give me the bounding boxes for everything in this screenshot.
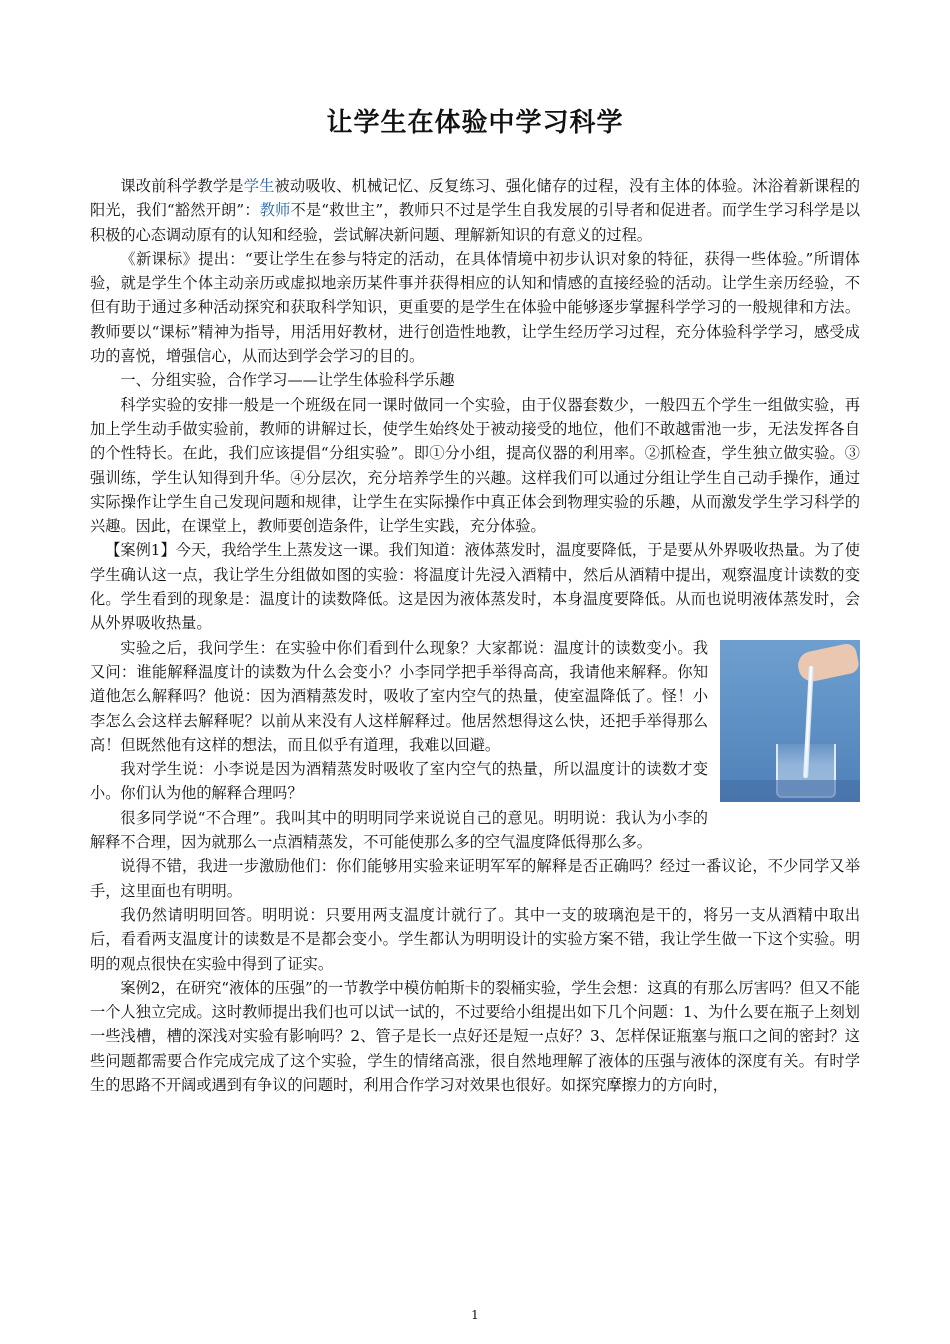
link-teacher[interactable]: 教师 <box>259 201 291 220</box>
paragraph-intro: 课改前科学教学是学生被动吸收、机械记忆、反复练习、强化储存的过程，没有主体的体验。沐浴着新课程的阳光，我们“豁然开朗”：教师不是“救世主”，教师只不过是学生自我发展的引导者和促进者。而学生学习科学是以积极的心态调动原有的认知和经验，尝试解决新问题、理解新知识的有意义的过程。 <box>90 177 861 244</box>
paragraph-after-experiment: 实验之后，我问学生：在实验中你们看到什么现象？大家都说：温度计的读数变小。我又问：谁能解释温度计的读数为什么会变小？小李同学把手举得高高，我请他来解释。你知道他怎么解释吗？他说：因为酒精蒸发时，吸收了室内空气的热量，使室温降低了。怪！小李怎么会这样去解释呢？以前从来没有人这样解释过。他居然想得这么快，还把手举得那么高！但既然他有这样的想法，而且似乎有道理，我难以回避。 <box>90 638 708 754</box>
article-body <box>90 174 860 1097</box>
page-title: 让学生在体验中学习科学 <box>326 108 624 138</box>
link-student[interactable]: 学生 <box>243 177 275 195</box>
paragraph-case-2: 案例2，在研究“液体的压强”的一节教学中模仿帕斯卡的裂桶实验，学生会想：这真的有那么厉害吗？但又不能一个人独立完成。这时教师提出我们也可以试一试的，不过要给小组提出如下几个问题：1、为什么要在瓶子上刻划一些浅槽，槽的深浅对实验有影响吗？2、管子是长一点好还是短一点好？3、怎样保证瓶塞与瓶口之间的密封？这些问题都需要合作完成完成了这个实验，学生的情绪高涨，很自然地理解了液体的压强与液体的深度有关。有时学生的思路不开阔或遇到有争议的问题时，利用合作学习对效果也很好。如探究摩擦力的方向时， <box>90 978 860 1094</box>
paragraph-encourage: 说得不错，我进一步激励他们：你们能够用实验来证明军军的解释是否正确吗？经过一番议论，不少同学又举手，这里面也有明明。 <box>90 857 860 900</box>
cloth-shape <box>720 780 860 802</box>
page-number: 1 <box>471 1308 479 1322</box>
paragraph-mingming-opinion: 很多同学说“不合理”。我叫其中的明明同学来说说自己的意见。明明说：我认为小李的解释不合理，因为就那么一点酒精蒸发，不可能使那么多的空气温度降低得那么多。 <box>90 808 708 852</box>
paragraph-teacher-question: 我对学生说：小李说是因为酒精蒸发时吸收了室内空气的热量，所以温度计的读数才变小。你们认为他的解释合理吗？ <box>90 760 708 803</box>
paragraph-curriculum: 《新课标》提出：“要让学生在参与特定的活动，在具体情境中初步认识对象的特征，获得一些体验。”所谓体验，就是学生个体主动亲历或虚拟地亲历某件事并获得相应的认知和情感的直接经验的活动。让学生亲历经验，不但有助于通过多种活动探究和获取科学知识，更重要的是学生在体验中能够逐步掌握科学学习的一般规律和方法。教师要以“课标”精神为指导，用活用好教材，进行创造性地教，让学生经历学习过程，充分体验科学学习，感受成功的喜悦，增强信心，从而达到学会学习的目的。 <box>90 249 860 366</box>
thermometer-experiment-photo <box>720 640 860 802</box>
hand-shape <box>796 642 860 684</box>
paragraph-mingming-answer: 我仍然请明明回答。明明说：只要用两支温度计就行了。其中一支的玻璃泡是干的，将另一支从酒精中取出后，看看两支温度计的读数是不是都会变小。学生都认为明明设计的实验方案不错，我让学生做一下这个实验。明明的观点很快在实验中得到了证实。 <box>90 905 860 973</box>
section-heading-1: 一、分组实验，合作学习——让学生体验科学乐趣 <box>120 371 455 390</box>
paragraph-group-experiment: 科学实验的安排一般是一个班级在同一课时做同一个实验，由于仪器套数少，一般四五个学生一组做实验，再加上学生动手做实验前，教师的讲解过长，使学生始终处于被动接受的地位，他们不敢越雷池一步，无法发挥各自的个性特长。在此，我们应该提倡“分组实验”。即①分小组，提高仪器的利用率。②抓检查，学生独立做实验。③强训练，学生认知得到升华。④分层次，充分培养学生的兴趣。这样我们可以通过分组让学生自己动手操作，通过实际操作让学生自己发现问题和规律，让学生在实际操作中真正体会到物理实验的乐趣，从而激发学生学习科学的兴趣。因此，在课堂上，教师要创造条件，让学生实践，充分体验。 <box>90 395 860 536</box>
paragraph-case-1: 【案例1】今天，我给学生上蒸发这一课。我们知道：液体蒸发时，温度要降低，于是要从外界吸收热量。为了使学生确认这一点，我让学生分组做如图的实验：将温度计先浸入酒精中，然后从酒精中提出，观察温度计读数的变化。学生看到的现象是：温度计的读数降低。这是因为液体蒸发时，本身温度要降低。从而也说明液体蒸发时，会从外界吸收热量。 <box>90 541 860 633</box>
